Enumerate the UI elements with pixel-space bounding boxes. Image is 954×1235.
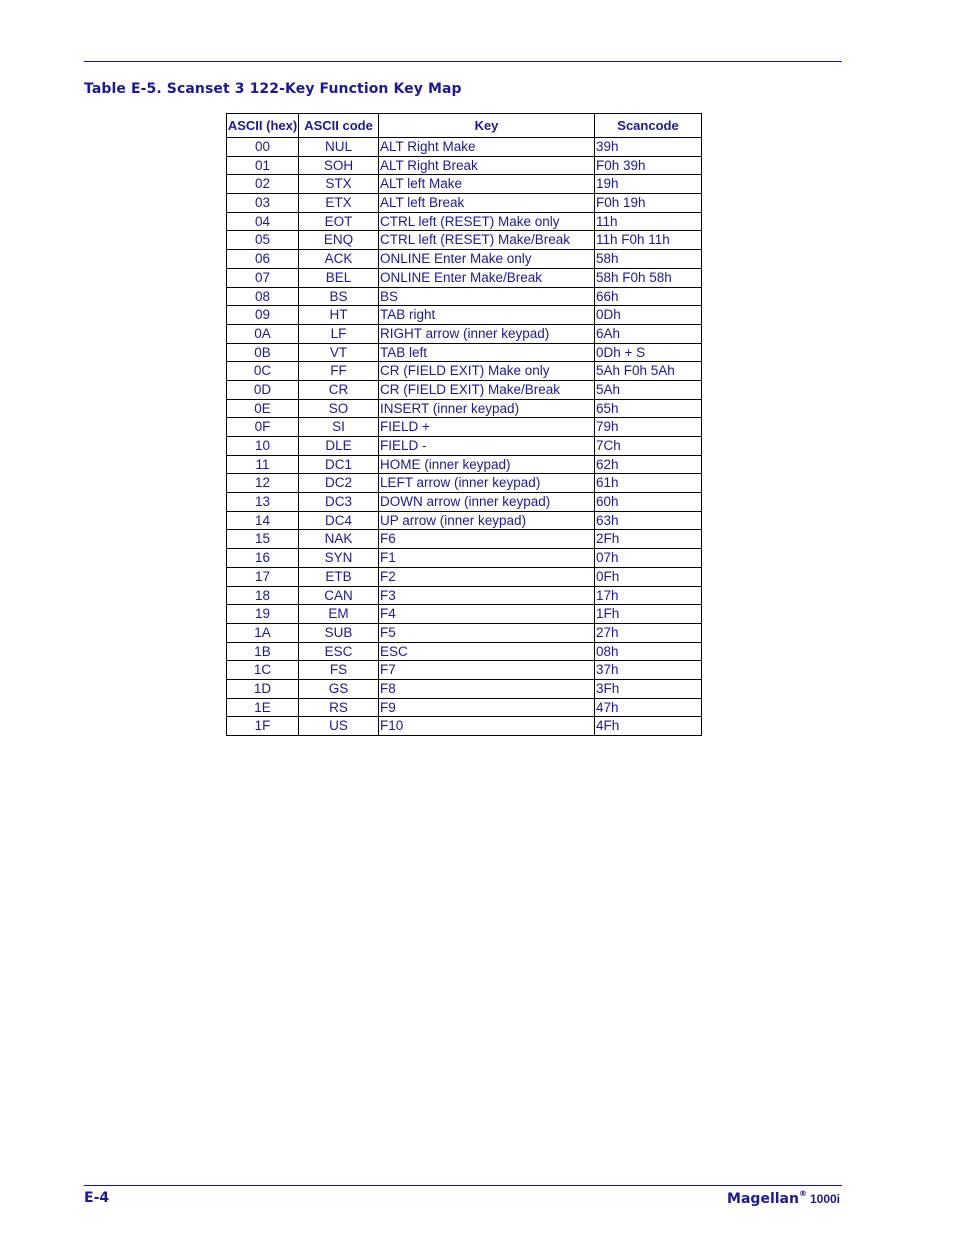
- scancode-cell: 11h: [595, 212, 702, 231]
- key-cell: BS: [379, 287, 595, 306]
- scancode-cell: 0Dh: [595, 306, 702, 325]
- key-cell: HOME (inner keypad): [379, 455, 595, 474]
- ascii-code-cell: US: [299, 717, 379, 736]
- table-row: [227, 138, 702, 157]
- scancode-cell: 65h: [595, 399, 702, 418]
- scancode-cell: 58h F0h 58h: [595, 268, 702, 287]
- brand-name: Magellan: [727, 1191, 799, 1207]
- ascii-hex-cell: 04: [227, 212, 299, 231]
- ascii-code-cell: STX: [299, 175, 379, 194]
- key-cell: FIELD +: [379, 418, 595, 437]
- scancode-cell: 58h: [595, 250, 702, 269]
- table-row: [227, 175, 702, 194]
- ascii-hex-cell: 0B: [227, 343, 299, 362]
- key-cell: F6: [379, 530, 595, 549]
- scancode-cell: 1Fh: [595, 605, 702, 624]
- ascii-code-cell: NUL: [299, 138, 379, 157]
- table-row: [227, 194, 702, 213]
- ascii-hex-cell: 19: [227, 605, 299, 624]
- table-row: [227, 231, 702, 250]
- key-cell: F7: [379, 661, 595, 680]
- ascii-hex-cell: 06: [227, 250, 299, 269]
- ascii-hex-cell: 1A: [227, 623, 299, 642]
- key-cell: ALT Right Break: [379, 156, 595, 175]
- scancode-cell: 5Ah: [595, 380, 702, 399]
- scancode-cell: 11h F0h 11h: [595, 231, 702, 250]
- ascii-hex-cell: 03: [227, 194, 299, 213]
- ascii-hex-cell: 15: [227, 530, 299, 549]
- ascii-code-cell: ETX: [299, 194, 379, 213]
- ascii-code-cell: GS: [299, 679, 379, 698]
- table-row: [227, 306, 702, 325]
- ascii-code-cell: DC1: [299, 455, 379, 474]
- ascii-hex-cell: 18: [227, 586, 299, 605]
- table-row: [227, 324, 702, 343]
- ascii-hex-cell: 10: [227, 437, 299, 456]
- key-cell: DOWN arrow (inner keypad): [379, 493, 595, 512]
- ascii-code-cell: DLE: [299, 437, 379, 456]
- scancode-cell: 37h: [595, 661, 702, 680]
- key-cell: TAB right: [379, 306, 595, 325]
- table-row: [227, 455, 702, 474]
- column-header-ascii-hex: ASCII (hex): [227, 114, 299, 138]
- ascii-code-cell: SYN: [299, 549, 379, 568]
- key-cell: F3: [379, 586, 595, 605]
- scancode-cell: 6Ah: [595, 324, 702, 343]
- table-row: [227, 343, 702, 362]
- table-row: [227, 586, 702, 605]
- table-row: [227, 399, 702, 418]
- footer-rule: [84, 1185, 842, 1186]
- key-cell: CR (FIELD EXIT) Make/Break: [379, 380, 595, 399]
- ascii-code-cell: HT: [299, 306, 379, 325]
- scancode-cell: F0h 19h: [595, 194, 702, 213]
- table-row: [227, 605, 702, 624]
- scancode-cell: 2Fh: [595, 530, 702, 549]
- key-cell: INSERT (inner keypad): [379, 399, 595, 418]
- ascii-hex-cell: 1C: [227, 661, 299, 680]
- ascii-hex-cell: 17: [227, 567, 299, 586]
- key-cell: ONLINE Enter Make/Break: [379, 268, 595, 287]
- scancode-cell: 79h: [595, 418, 702, 437]
- table-header-row: [227, 114, 702, 138]
- page-number: E-4: [84, 1190, 110, 1206]
- scancode-cell: 7Ch: [595, 437, 702, 456]
- column-header-key: Key: [379, 114, 595, 138]
- key-cell: ONLINE Enter Make only: [379, 250, 595, 269]
- scancode-cell: 4Fh: [595, 717, 702, 736]
- ascii-code-cell: LF: [299, 324, 379, 343]
- key-cell: TAB left: [379, 343, 595, 362]
- scancode-cell: 19h: [595, 175, 702, 194]
- scancode-cell: 63h: [595, 511, 702, 530]
- table-row: [227, 679, 702, 698]
- model-name: 1000i: [809, 1192, 840, 1206]
- table-row: [227, 493, 702, 512]
- ascii-hex-cell: 1B: [227, 642, 299, 661]
- ascii-hex-cell: 00: [227, 138, 299, 157]
- ascii-hex-cell: 0C: [227, 362, 299, 381]
- ascii-hex-cell: 01: [227, 156, 299, 175]
- ascii-hex-cell: 02: [227, 175, 299, 194]
- ascii-code-cell: CAN: [299, 586, 379, 605]
- scancode-cell: 0Dh + S: [595, 343, 702, 362]
- scancode-cell: 08h: [595, 642, 702, 661]
- ascii-code-cell: SO: [299, 399, 379, 418]
- ascii-code-cell: CR: [299, 380, 379, 399]
- ascii-code-cell: EOT: [299, 212, 379, 231]
- ascii-hex-cell: 16: [227, 549, 299, 568]
- table-row: [227, 212, 702, 231]
- scancode-cell: 39h: [595, 138, 702, 157]
- scancode-cell: 07h: [595, 549, 702, 568]
- key-cell: RIGHT arrow (inner keypad): [379, 324, 595, 343]
- ascii-hex-cell: 0D: [227, 380, 299, 399]
- key-cell: F5: [379, 623, 595, 642]
- scancode-cell: 17h: [595, 586, 702, 605]
- ascii-code-cell: DC4: [299, 511, 379, 530]
- column-header-ascii-code: ASCII code: [299, 114, 379, 138]
- table-row: [227, 287, 702, 306]
- table-title: Table E-5. Scanset 3 122-Key Function Key Map: [84, 81, 462, 97]
- scancode-cell: 60h: [595, 493, 702, 512]
- ascii-code-cell: ACK: [299, 250, 379, 269]
- ascii-code-cell: NAK: [299, 530, 379, 549]
- scancode-cell: 62h: [595, 455, 702, 474]
- registered-mark: ®: [798, 1189, 807, 1198]
- ascii-hex-cell: 12: [227, 474, 299, 493]
- ascii-code-cell: BS: [299, 287, 379, 306]
- scancode-cell: 27h: [595, 623, 702, 642]
- ascii-hex-cell: 1D: [227, 679, 299, 698]
- key-cell: ALT left Make: [379, 175, 595, 194]
- key-cell: ESC: [379, 642, 595, 661]
- ascii-code-cell: EM: [299, 605, 379, 624]
- scancode-cell: 47h: [595, 698, 702, 717]
- table-row: [227, 268, 702, 287]
- scancode-cell: F0h 39h: [595, 156, 702, 175]
- scancode-cell: 3Fh: [595, 679, 702, 698]
- ascii-hex-cell: 1E: [227, 698, 299, 717]
- table-row: [227, 549, 702, 568]
- scancode-cell: 5Ah F0h 5Ah: [595, 362, 702, 381]
- ascii-hex-cell: 0E: [227, 399, 299, 418]
- ascii-hex-cell: 0A: [227, 324, 299, 343]
- ascii-code-cell: RS: [299, 698, 379, 717]
- table-row: [227, 661, 702, 680]
- ascii-code-cell: BEL: [299, 268, 379, 287]
- ascii-code-cell: DC2: [299, 474, 379, 493]
- ascii-code-cell: FS: [299, 661, 379, 680]
- ascii-hex-cell: 0F: [227, 418, 299, 437]
- ascii-code-cell: ETB: [299, 567, 379, 586]
- key-cell: F9: [379, 698, 595, 717]
- ascii-code-cell: SOH: [299, 156, 379, 175]
- table-row: [227, 698, 702, 717]
- key-cell: UP arrow (inner keypad): [379, 511, 595, 530]
- column-header-scancode: Scancode: [595, 114, 702, 138]
- ascii-code-cell: SUB: [299, 623, 379, 642]
- table-row: [227, 380, 702, 399]
- ascii-hex-cell: 11: [227, 455, 299, 474]
- key-cell: LEFT arrow (inner keypad): [379, 474, 595, 493]
- key-cell: CTRL left (RESET) Make only: [379, 212, 595, 231]
- ascii-code-cell: ENQ: [299, 231, 379, 250]
- table-row: [227, 418, 702, 437]
- function-key-map-table: [226, 113, 702, 736]
- ascii-hex-cell: 1F: [227, 717, 299, 736]
- table-row: [227, 567, 702, 586]
- key-cell: CR (FIELD EXIT) Make only: [379, 362, 595, 381]
- footer-product-name: [727, 1188, 840, 1207]
- ascii-code-cell: VT: [299, 343, 379, 362]
- key-cell: F8: [379, 679, 595, 698]
- table-row: [227, 717, 702, 736]
- table-row: [227, 474, 702, 493]
- ascii-hex-cell: 13: [227, 493, 299, 512]
- ascii-hex-cell: 05: [227, 231, 299, 250]
- scancode-cell: 0Fh: [595, 567, 702, 586]
- table-row: [227, 511, 702, 530]
- key-cell: F4: [379, 605, 595, 624]
- table-row: [227, 530, 702, 549]
- key-cell: F2: [379, 567, 595, 586]
- scancode-cell: 61h: [595, 474, 702, 493]
- table-row: [227, 156, 702, 175]
- key-cell: FIELD -: [379, 437, 595, 456]
- key-cell: ALT Right Make: [379, 138, 595, 157]
- ascii-code-cell: DC3: [299, 493, 379, 512]
- ascii-hex-cell: 09: [227, 306, 299, 325]
- ascii-hex-cell: 08: [227, 287, 299, 306]
- ascii-code-cell: FF: [299, 362, 379, 381]
- key-cell: F1: [379, 549, 595, 568]
- table-row: [227, 250, 702, 269]
- key-cell: ALT left Break: [379, 194, 595, 213]
- ascii-hex-cell: 14: [227, 511, 299, 530]
- key-cell: CTRL left (RESET) Make/Break: [379, 231, 595, 250]
- table-body: [227, 138, 702, 736]
- ascii-hex-cell: 07: [227, 268, 299, 287]
- header-rule: [84, 61, 842, 62]
- key-cell: F10: [379, 717, 595, 736]
- scancode-cell: 66h: [595, 287, 702, 306]
- table-row: [227, 362, 702, 381]
- table-row: [227, 437, 702, 456]
- table-row: [227, 623, 702, 642]
- ascii-code-cell: ESC: [299, 642, 379, 661]
- table-row: [227, 642, 702, 661]
- ascii-code-cell: SI: [299, 418, 379, 437]
